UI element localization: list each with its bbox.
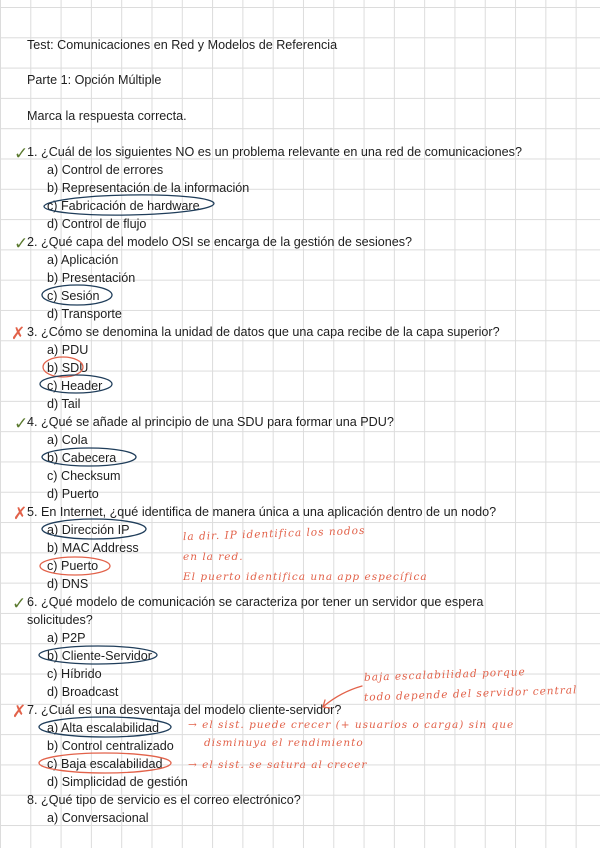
q1-option-d: d) Control de flujo [47,217,147,231]
q3-option-d: d) Tail [47,397,81,411]
q5-note-line3: El puerto identifica una app específica [183,571,428,583]
q2-answer-circle [42,285,112,305]
q1-correct-mark: ✓ [14,144,29,164]
q7-note-top1: baja escalabilidad porque [363,666,526,684]
q7-note-c: → el sist. se satura al crecer [188,759,368,771]
question-4: 4. ¿Qué se añade al principio de una SDU para formar una PDU? [27,415,394,429]
q7-option-c: c) Baja escalabilidad [47,757,163,771]
q7-arrow-line [324,686,362,706]
q4-correct-mark: ✓ [14,414,29,434]
instruction: Marca la respuesta correcta. [27,109,187,123]
q7-note-top2: todo depende del servidor central [363,684,578,704]
q3-option-c: c) Header [47,379,103,393]
q4-option-d: d) Puerto [47,487,99,501]
q2-option-d: d) Transporte [47,307,122,321]
q5-option-d: d) DNS [47,577,89,591]
q7-wrong-mark: ✗ [12,702,27,722]
q2-option-b: b) Presentación [47,271,136,285]
q3-answer-circle [40,375,112,393]
q5-note-line1: la dir. IP identifica los nodos [182,524,366,544]
q6-correct-mark: ✓ [12,594,27,614]
q5-answer-circle [42,519,146,539]
q5-option-a: a) Dirección IP [47,523,130,537]
q6-option-c: c) Híbrido [47,667,102,681]
question-2: 2. ¿Qué capa del modelo OSI se encarga de la gestión de sesiones? [27,235,413,249]
q7-red-circle [39,753,171,773]
q4-option-b: b) Cabecera [47,451,117,465]
question-8: 8. ¿Qué tipo de servicio es el correo electrónico? [27,793,301,807]
q7-answer-circle [39,717,171,737]
q7-option-d: d) Simplicidad de gestión [47,775,188,789]
question-3: 3. ¿Cómo se denomina la unidad de datos que una capa recibe de la capa superior? [27,325,500,339]
q8-option-a: a) Conversacional [47,811,149,825]
q7-option-a: a) Alta escalabilidad [47,721,160,735]
q6-option-a: a) P2P [47,631,86,645]
q7-note-a2: disminuya el rendimiento [204,737,364,749]
question-6-cont: solicitudes? [27,613,93,627]
q2-correct-mark: ✓ [14,234,29,254]
page-title: Test: Comunicaciones en Red y Modelos de Referencia [27,38,338,52]
q6-option-d: d) Broadcast [47,685,119,699]
q6-answer-circle [39,646,157,664]
q3-option-a: a) PDU [47,343,89,357]
q1-answer-circle [44,194,214,217]
q4-answer-circle [42,448,136,466]
q5-option-c: c) Puerto [47,559,99,573]
q3-red-circle [43,357,83,377]
q4-option-c: c) Checksum [47,469,121,483]
q1-option-b: b) Representación de la información [47,181,250,195]
q3-wrong-mark: ✗ [11,324,26,344]
q7-note-a1: → el sist. puede crecer (+ usuarios o carga) sin que [188,719,515,731]
q6-option-b: b) Cliente-Servidor [47,649,152,663]
q4-option-a: a) Cola [47,433,88,447]
q5-wrong-mark: ✗ [13,504,28,524]
part-heading: Parte 1: Opción Múltiple [27,73,162,87]
q5-red-circle [40,557,110,575]
q1-option-a: a) Control de errores [47,163,164,177]
q5-option-b: b) MAC Address [47,541,139,555]
q5-note-line2: en la red. [183,551,244,563]
q2-option-a: a) Aplicación [47,253,119,267]
question-1: 1. ¿Cuál de los siguientes NO es un problema relevante en una red de comunicaciones? [27,145,522,159]
q2-option-c: c) Sesión [47,289,100,303]
q7-option-b: b) Control centralizado [47,739,174,753]
question-7: 7. ¿Cuál es una desventaja del modelo cliente-servidor? [27,703,342,717]
q3-option-b: b) SDU [47,361,89,375]
question-6: 6. ¿Qué modelo de comunicación se caracteriza por tener un servidor que espera [27,595,484,609]
q1-option-c: c) Fabricación de hardware [47,199,200,213]
question-5: 5. En Internet, ¿qué identifica de manera única a una aplicación dentro de un nodo? [27,505,497,519]
